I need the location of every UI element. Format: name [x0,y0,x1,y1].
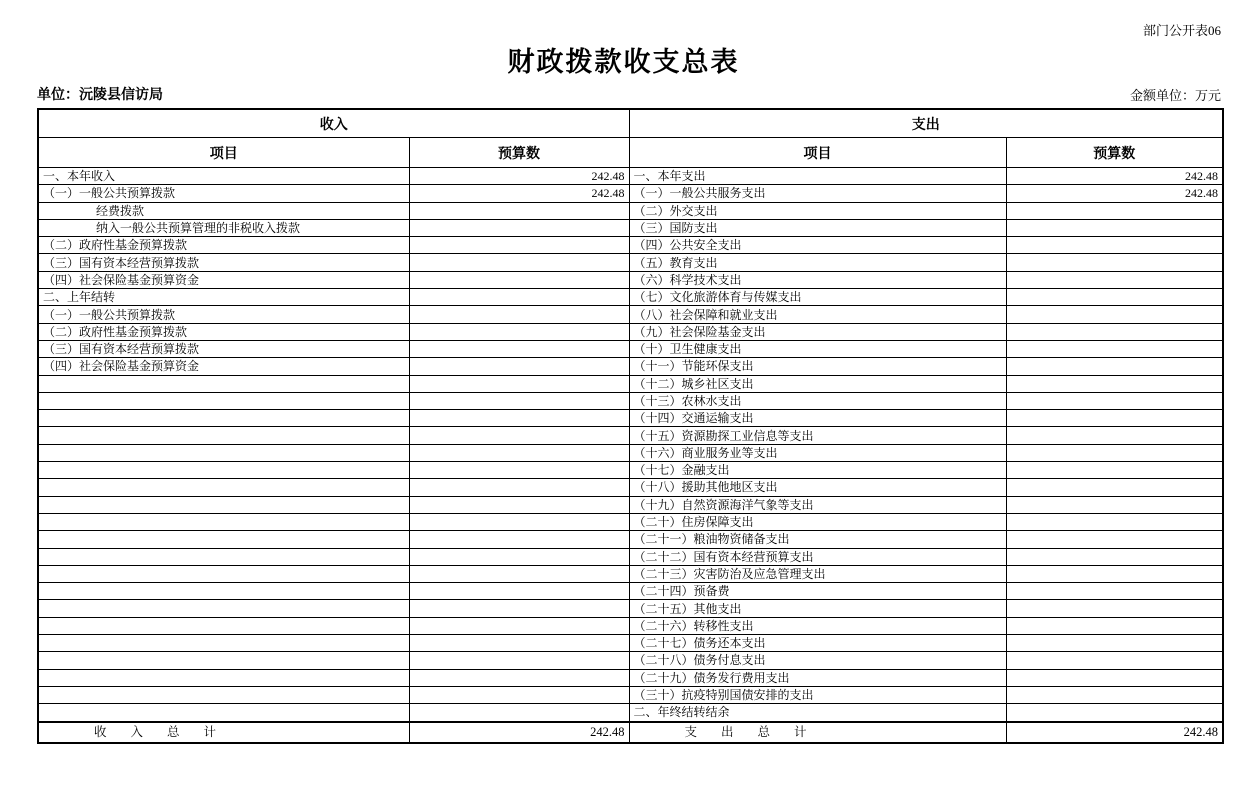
expense-budget-cell [1006,669,1223,686]
expense-budget-cell [1006,462,1223,479]
expense-item-cell: （十五）资源勘探工业信息等支出 [629,427,1006,444]
column-header-row [38,138,1223,168]
table-row [38,704,1223,722]
expense-budget-cell [1006,323,1223,340]
expense-budget-cell: 242.48 [1006,168,1223,185]
expense-budget-cell [1006,617,1223,634]
income-budget-cell [409,340,629,357]
income-budget-column-header: 预算数 [409,138,629,168]
expense-budget-cell [1006,600,1223,617]
income-total-value: 242.48 [409,722,629,743]
expense-budget-cell [1006,531,1223,548]
expense-item-cell: （七）文化旅游体育与传媒支出 [629,289,1006,306]
income-item-cell [38,496,409,513]
expense-item-cell: （六）科学技术支出 [629,271,1006,288]
table-row [38,237,1223,254]
expense-item-cell: （二十三）灾害防治及应急管理支出 [629,565,1006,582]
expense-item-cell: （十一）节能环保支出 [629,358,1006,375]
expense-budget-cell [1006,375,1223,392]
income-item-cell [38,652,409,669]
income-budget-cell [409,565,629,582]
expense-item-cell: （十）卫生健康支出 [629,340,1006,357]
table-row [38,323,1223,340]
income-budget-cell [409,479,629,496]
income-section-header: 收入 [38,109,629,138]
table-row [38,565,1223,582]
table-row [38,392,1223,409]
income-budget-cell [409,686,629,703]
table-row [38,513,1223,530]
income-item-cell [38,617,409,634]
income-item-cell [38,410,409,427]
expense-item-cell: （二十二）国有资本经营预算支出 [629,548,1006,565]
income-budget-cell [409,410,629,427]
income-budget-cell [409,635,629,652]
table-row [38,531,1223,548]
income-budget-cell [409,444,629,461]
expense-budget-cell [1006,686,1223,703]
table-row [38,219,1223,236]
table-row [38,340,1223,357]
income-budget-cell: 242.48 [409,168,629,185]
income-item-cell: （四）社会保险基金预算资金 [38,358,409,375]
expense-item-cell: 二、年终结转结余 [629,704,1006,722]
income-item-cell [38,375,409,392]
expense-item-cell: （九）社会保险基金支出 [629,323,1006,340]
expense-total-value: 242.48 [1006,722,1223,743]
income-item-cell [38,462,409,479]
income-budget-cell [409,306,629,323]
income-budget-cell [409,617,629,634]
income-total-label: 收入总计 [38,722,409,743]
income-budget-cell [409,219,629,236]
expense-item-cell: （二十一）粮油物资储备支出 [629,531,1006,548]
expense-item-cell: （十二）城乡社区支出 [629,375,1006,392]
amount-unit-label: 金额单位：万元 [1129,88,1221,103]
expense-budget-cell [1006,496,1223,513]
table-row [38,410,1223,427]
income-item-cell [38,444,409,461]
expense-budget-cell [1006,444,1223,461]
expense-section-header: 支出 [629,109,1223,138]
income-item-cell [38,704,409,722]
income-item-cell: 一、本年收入 [38,168,409,185]
income-item-cell: （四）社会保险基金预算资金 [38,271,409,288]
income-budget-cell [409,704,629,722]
table-row [38,168,1223,185]
income-budget-cell [409,583,629,600]
table-row [38,583,1223,600]
expense-item-cell: （十六）商业服务业等支出 [629,444,1006,461]
income-item-cell: （一）一般公共预算拨款 [38,306,409,323]
income-budget-cell [409,392,629,409]
expense-item-cell: （二十九）债务发行费用支出 [629,669,1006,686]
income-item-cell [38,427,409,444]
expense-item-cell: （二十八）债务付息支出 [629,652,1006,669]
expense-budget-cell [1006,410,1223,427]
table-row [38,479,1223,496]
expense-item-cell: （三十）抗疫特别国债安排的支出 [629,686,1006,703]
expense-budget-cell [1006,306,1223,323]
fiscal-summary-table [37,108,1224,744]
table-row [38,617,1223,634]
expense-budget-cell [1006,427,1223,444]
expense-item-cell: （二）外交支出 [629,202,1006,219]
expense-item-cell: （二十四）预备费 [629,583,1006,600]
income-item-cell [38,513,409,530]
income-budget-cell [409,462,629,479]
table-row [38,686,1223,703]
income-budget-cell [409,358,629,375]
expense-budget-cell [1006,202,1223,219]
income-item-cell [38,635,409,652]
expense-item-cell: （八）社会保障和就业支出 [629,306,1006,323]
income-item-column-header: 项目 [38,138,409,168]
income-budget-cell [409,237,629,254]
expense-budget-cell [1006,289,1223,306]
doc-sheet-number: 部门公开表06 [1142,23,1221,38]
table-row [38,271,1223,288]
income-budget-cell [409,513,629,530]
income-item-cell: （一）一般公共预算拨款 [38,185,409,202]
income-budget-cell [409,323,629,340]
income-item-cell: （三）国有资本经营预算拨款 [38,340,409,357]
table-row [38,600,1223,617]
income-item-cell: 纳入一般公共预算管理的非税收入拨款 [38,219,409,236]
expense-item-column-header: 项目 [629,138,1006,168]
total-row [38,722,1223,743]
expense-item-cell: （三）国防支出 [629,219,1006,236]
table-row [38,462,1223,479]
expense-budget-cell [1006,635,1223,652]
table-row [38,548,1223,565]
income-budget-cell [409,271,629,288]
income-budget-cell [409,548,629,565]
expense-budget-cell [1006,254,1223,271]
table-row [38,669,1223,686]
table-row [38,427,1223,444]
expense-item-cell: （二十）住房保障支出 [629,513,1006,530]
income-item-cell: （三）国有资本经营预算拨款 [38,254,409,271]
table-row [38,444,1223,461]
expense-budget-cell [1006,548,1223,565]
table-row [38,306,1223,323]
income-budget-cell [409,600,629,617]
expense-budget-cell [1006,565,1223,582]
expense-item-cell: （二十七）债务还本支出 [629,635,1006,652]
expense-budget-cell [1006,392,1223,409]
table-row [38,375,1223,392]
income-item-cell [38,686,409,703]
expense-item-cell: 一、本年支出 [629,168,1006,185]
meta-row [37,84,1221,104]
expense-budget-cell [1006,479,1223,496]
income-item-cell [38,531,409,548]
table-row [38,254,1223,271]
unit-label: 单位：沅陵县信访局 [37,86,163,102]
expense-item-cell: （十三）农林水支出 [629,392,1006,409]
expense-item-cell: （十九）自然资源海洋气象等支出 [629,496,1006,513]
expense-budget-cell [1006,219,1223,236]
page-title: 财政拨款收支总表 [507,47,740,77]
income-item-cell [38,565,409,582]
table-row [38,289,1223,306]
expense-item-cell: （十四）交通运输支出 [629,410,1006,427]
income-budget-cell [409,427,629,444]
expense-budget-cell [1006,652,1223,669]
expense-item-cell: （四）公共安全支出 [629,237,1006,254]
income-budget-cell [409,202,629,219]
income-item-cell: 经费拨款 [38,202,409,219]
income-budget-cell [409,375,629,392]
income-item-cell [38,479,409,496]
table-row [38,185,1223,202]
expense-total-label: 支出总计 [629,722,1006,743]
table-row [38,496,1223,513]
expense-budget-cell [1006,340,1223,357]
income-budget-cell: 242.48 [409,185,629,202]
expense-budget-cell: 242.48 [1006,185,1223,202]
expense-budget-cell [1006,237,1223,254]
expense-item-cell: （二十六）转移性支出 [629,617,1006,634]
income-budget-cell [409,289,629,306]
expense-budget-column-header: 预算数 [1006,138,1223,168]
income-item-cell [38,600,409,617]
expense-budget-cell [1006,704,1223,722]
table-row [38,652,1223,669]
expense-item-cell: （一）一般公共服务支出 [629,185,1006,202]
income-item-cell [38,548,409,565]
section-header-row [38,109,1223,138]
table-row [38,635,1223,652]
expense-item-cell: （十八）援助其他地区支出 [629,479,1006,496]
income-budget-cell [409,496,629,513]
expense-item-cell: （二十五）其他支出 [629,600,1006,617]
income-item-cell: 二、上年结转 [38,289,409,306]
expense-item-cell: （五）教育支出 [629,254,1006,271]
expense-budget-cell [1006,513,1223,530]
income-item-cell [38,583,409,600]
expense-budget-cell [1006,583,1223,600]
expense-budget-cell [1006,358,1223,375]
expense-budget-cell [1006,271,1223,288]
income-budget-cell [409,254,629,271]
table-row [38,202,1223,219]
income-item-cell [38,669,409,686]
income-item-cell: （二）政府性基金预算拨款 [38,323,409,340]
table-row [38,358,1223,375]
income-budget-cell [409,531,629,548]
income-item-cell: （二）政府性基金预算拨款 [38,237,409,254]
income-budget-cell [409,669,629,686]
income-item-cell [38,392,409,409]
expense-item-cell: （十七）金融支出 [629,462,1006,479]
income-budget-cell [409,652,629,669]
